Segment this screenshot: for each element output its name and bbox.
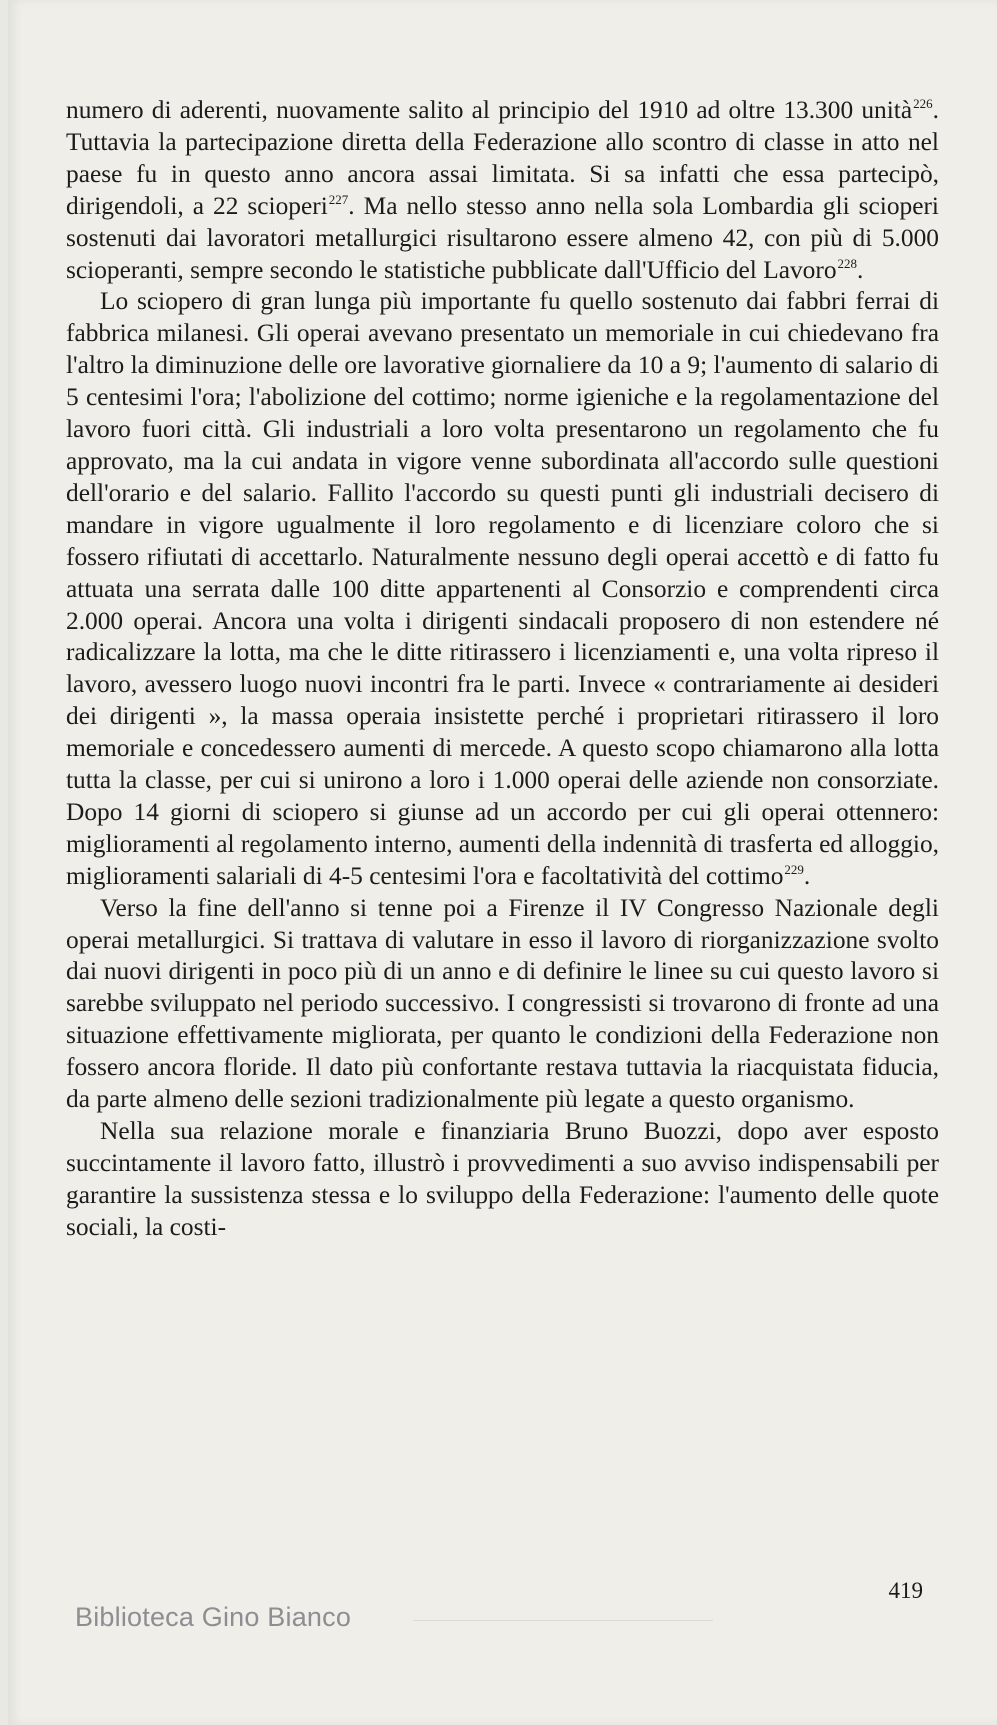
paragraph: [66, 95, 939, 286]
body-text: [66, 95, 939, 1244]
watermark-divider: [413, 1620, 713, 1621]
text-run: Verso la fine dell'anno si tenne poi a Firenze il IV Congresso Nazionale degli operai metallurgici. Si trattava di valutare in esso il lavoro di riorganizzazione svolto dai nuovi dirigenti in poco più di un anno e di definire le linee su cui questo lavoro si sarebbe sviluppato nel periodo successivo. I congressisti si trovarono di fronte ad una situazione effettivamente migliorata, per quanto le condizioni della Federazione non fossero ancora floride. Il dato più confortante restava tuttavia la riacquistata fiducia, da parte almeno delle sezioni tradizionalmente più legate a questo organismo.: [66, 893, 939, 1114]
text-run: .: [803, 861, 811, 890]
paragraph: [66, 1116, 939, 1244]
text-run: Lo sciopero di gran lunga più importante fu quello sostenuto dai fabbri ferrai di fabbrica milanesi. Gli operai avevano presentato un memoriale in cui chiedevano fra l'altro la diminuzione delle ore lavorative giornaliere da 10 a 9; l'aumento di salario di 5 centesimi l'ora; l'abolizione del cottimo; norme igieniche e la regolamentazione del lavoro fuori città. Gli industriali a loro volta presentarono un regolamento che fu approvato, ma la cui andata in vigore venne subordinata all'accordo sulle questioni dell'orario e del salario. Fallito l'accordo su questi punti gli industriali decisero di mandare in vigore ugualmente il loro regolamento e di licenziare coloro che si fossero rifiutati di accettarlo. Naturalmente nessuno degli operai accettò e di fatto fu attuata una serrata dalle 100 ditte appartenenti al Consorzio e comprendenti circa 2.000 operai. Ancora una volta i dirigenti sindacali proposero di non estendere né radicalizzare la lotta, ma che le ditte ritirassero i licenziamenti e, una volta ripreso il lavoro, avessero luogo nuovi incontri fra le parti. Invece « contrariamente ai desideri dei dirigenti », la massa operaia insistette perché i proprietari ritirassero il loro memoriale e concedessero aumenti di mercede. A questo scopo chiamarono alla lotta tutta la classe, per cui si unirono a loro i 1.000 operai delle aziende non consorziate. Dopo 14 giorni di sciopero si giunse ad un accordo per cui gli operai ottennero: miglioramenti al regolamento interno, aumenti della indennità di trasferta ed alloggio, miglioramenti salariali di 4-5 centesimi l'ora e facoltatività del cottimo: [66, 287, 939, 890]
footnote-reference: 229: [784, 861, 804, 877]
paragraph: [66, 286, 939, 892]
text-run: .: [857, 255, 864, 284]
book-page: [8, 0, 997, 1725]
text-run: . Ma nello stesso anno nella sola Lombardia gli scioperi sostenuti dai lavoratori metallurgici risultarono essere almeno 42, con più di 5.000 scioperanti, sempre secondo le statistiche pubblicate dall'Ufficio del Lavoro: [66, 191, 939, 284]
library-watermark: Biblioteca Gino Bianco: [75, 1602, 352, 1632]
footnote-reference: 226: [913, 96, 933, 111]
text-run: numero di aderenti, nuovamente salito al principio del 1910 ad oltre 13.300 unità: [66, 96, 913, 124]
footnote-reference: 227: [328, 191, 349, 207]
text-run: . Tuttavia la partecipazione diretta della Federazione allo scontro di classe in atto nel paese fu in questo anno ancora assai limitata. Si sa infatti che essa partecipò, dirigendoli, a 22 scioperi: [66, 96, 939, 220]
text-run: Nella sua relazione morale e finanziaria Bruno Buozzi, dopo aver esposto succintamente il lavoro fatto, illustrò i provvedimenti a suo avviso indispensabili per garantire la sussistenza stessa e lo sviluppo della Federazione: l'aumento delle quote sociali, la costi-: [66, 1117, 939, 1241]
page-number: 419: [888, 1578, 923, 1603]
paragraph: [66, 893, 939, 1116]
footnote-reference: 228: [837, 255, 858, 271]
